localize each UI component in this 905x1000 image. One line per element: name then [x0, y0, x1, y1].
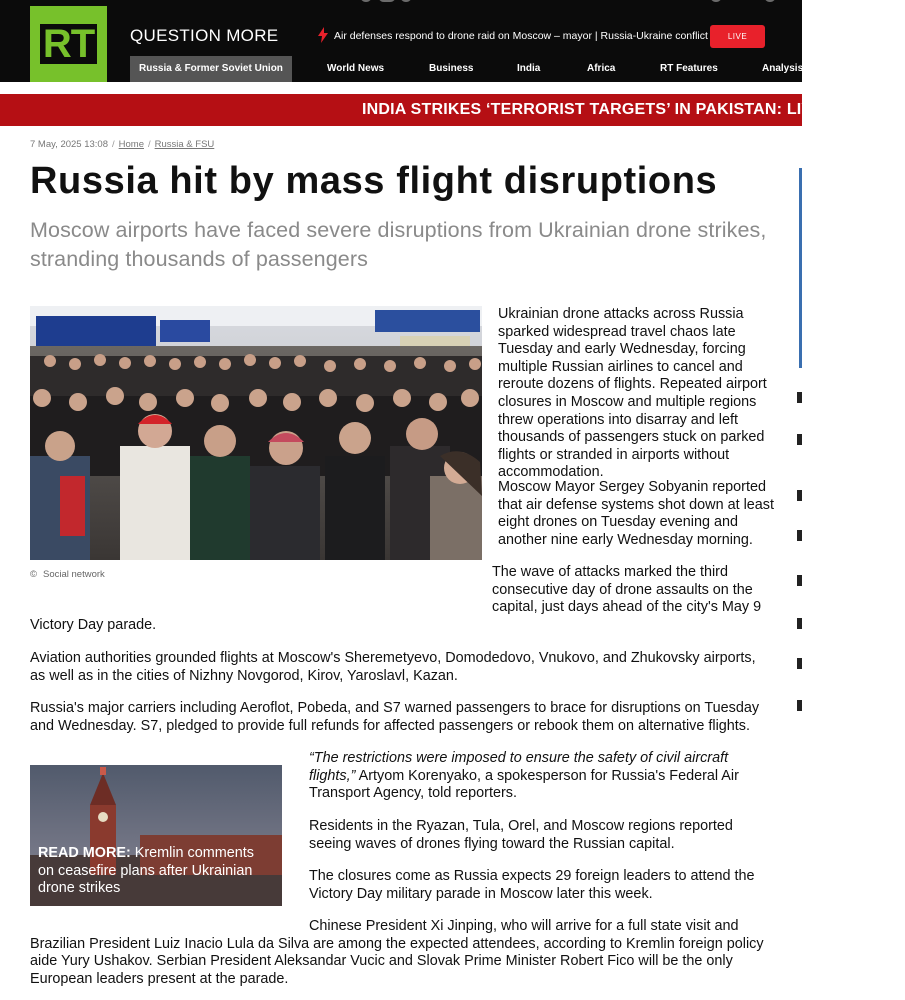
nav-item-analysis[interactable]: Analysis [762, 63, 804, 74]
social-icons-row [320, 0, 800, 4]
article-meta: 7 May, 2025 13:08 / Home / Russia & FSU [30, 139, 215, 150]
breaking-news-text: INDIA STRIKES ‘TERRORIST TARGETS’ IN PAKISTAN: LIVE UPDATES [362, 101, 905, 118]
nav-item-business[interactable]: Business [429, 63, 474, 74]
article-title: Russia hit by mass flight disruptions [30, 160, 718, 202]
nav-item-world-news[interactable]: World News [327, 63, 385, 74]
site-tagline: QUESTION MORE [130, 26, 279, 45]
nav-item-africa[interactable]: Africa [587, 63, 616, 74]
paragraph: Ukrainian drone attacks across Russia sparked widespread travel chaos late Tuesday and early Wednesday, forcing multiple Russian airlines to cancel and reroute dozens of flights. Repeated airport closures in Moscow and multiple regions threw operations into disarray and left thousands of passengers stuck on parked flights or stranded in airports without accommodation. [498, 306, 767, 481]
sidebar-image-edge[interactable] [799, 168, 802, 368]
lightning-icon [318, 27, 328, 47]
article-photo[interactable] [30, 306, 482, 560]
breadcrumb-russia-fsu[interactable]: Russia & FSU [154, 139, 215, 150]
paragraph: The closures come as Russia expects 29 foreign leaders to attend the Victory Day military parade in Moscow later this week. [309, 868, 755, 902]
paragraph: The wave of attacks marked the third consecutive day of drone assaults on the capital, just days ahead of the city's May 9 Victory Day parade. [30, 564, 762, 633]
airport-crowd-image [30, 306, 482, 560]
read-more-text[interactable] [38, 845, 268, 898]
social-icon[interactable] [378, 0, 396, 2]
read-more-label: READ MORE: [38, 845, 131, 862]
main-nav [0, 56, 802, 82]
nav-item-rt-features[interactable]: RT Features [660, 63, 718, 74]
paragraph: Aviation authorities grounded flights at Moscow's Sheremetyevo, Domodedovo, Vnukovo, and Zhukovsky airports, as well as in the cities of Nizhny Novgorod, Kirov, Yaroslavl, Kazan. [30, 650, 756, 684]
copyright-icon: © [30, 569, 37, 580]
paragraph: Residents in the Ryazan, Tula, Orel, and Moscow regions reported seeing waves of drones flying toward the Russian capital. [309, 818, 733, 852]
breadcrumb-home[interactable]: Home [118, 139, 144, 150]
wrap-paragraph-container [30, 564, 774, 634]
image-credit-text: Social network [43, 569, 105, 580]
breaking-news-banner[interactable] [0, 94, 905, 126]
social-icon[interactable] [400, 0, 412, 2]
quote-attribution: Artyom Korenyako, a spokesperson for Russia's Federal Air Transport Agency, told reporters. [309, 767, 739, 802]
paragraph: Russia's major carriers including Aeroflot, Pobeda, and S7 warned passengers to brace for disruptions on Tuesday and Wednesday. S7, pledged to provide full refunds for affected passengers or rebook them on alternative flights. [30, 700, 760, 734]
article-date: 7 May, 2025 13:08 [30, 139, 108, 150]
article-subtitle: Moscow airports have faced severe disruptions from Ukrainian drone strikes, stranding thousands of passengers [30, 218, 767, 271]
logo-text: RT [40, 24, 97, 64]
read-more-headline: Kremlin comments on ceasefire plans after Ukrainian drone strikes [38, 845, 254, 897]
quote-paragraph [309, 750, 769, 803]
news-ticker-link[interactable]: Air defenses respond to drone raid on Moscow – mayor | Russia-Ukraine conflict [334, 30, 708, 42]
search-icon[interactable] [710, 0, 722, 2]
menu-icon[interactable] [764, 0, 776, 2]
quote-text: “The restrictions were imposed to ensure the safety of civil aircraft flights,” [309, 750, 729, 784]
paragraph: Moscow Mayor Sergey Sobyanin reported that air defense systems shot down at least eight drones on Tuesday evening and another nine early Wednesday morning. [498, 479, 774, 548]
wrap-paragraph-container [30, 918, 784, 988]
nav-item-russia-fsu[interactable]: Russia & Former Soviet Union [130, 56, 292, 82]
social-icon[interactable] [360, 0, 372, 2]
site-header [0, 0, 802, 82]
live-button[interactable]: LIVE [710, 25, 765, 48]
paragraph: Chinese President Xi Jinping, who will arrive for a full state visit and Brazilian President Luiz Inacio Lula da Silva are among the expected attendees, according to Kremlin foreign policy aide Yury Ushakov. Serbian President Aleksandar Vucic and Slovak Prime Minister Robert Fico will be the only European leaders present at the parade. [30, 918, 764, 987]
nav-item-india[interactable]: India [517, 63, 541, 74]
read-more-card[interactable] [30, 765, 282, 906]
